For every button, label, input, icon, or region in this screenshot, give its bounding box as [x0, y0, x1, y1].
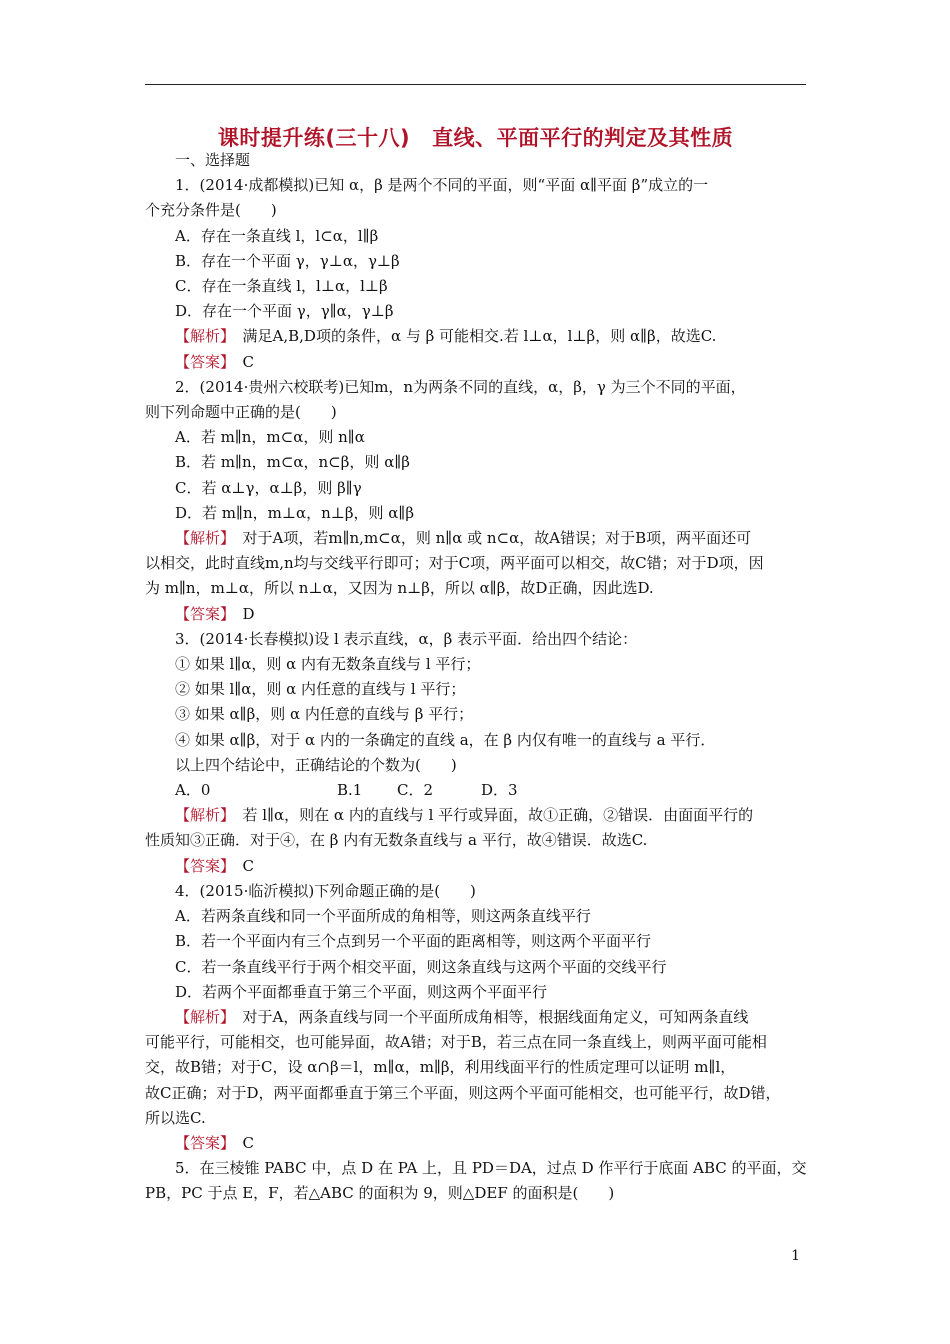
q2-analysis-text-2: 以相交，此时直线m,n均与交线平行即可；对于C项，两平面可以相交，故C错；对于D项，因: [145, 554, 764, 573]
q4-analysis: [145, 1005, 809, 1030]
document-body: [145, 148, 809, 1207]
q4-analysis-text-2: 可能平行，可能相交，也可能异面，故A错；对于B，若三点在同一条直线上，则两平面可能相: [145, 1033, 767, 1052]
q4-answer-value: C: [242, 1133, 255, 1152]
analysis-label: 【解析】: [175, 327, 228, 346]
q2-analysis-text-3: 为 m∥n，m⊥α，所以 n⊥α，又因为 n⊥β，所以 α∥β，故D正确，因此选D.: [145, 579, 654, 598]
q3-option-b: B.1: [337, 781, 363, 800]
q2-answer-value: D: [242, 604, 255, 623]
q3-statement-3: ③ 如果 α∥β，则 α 内任意的直线与 β 平行；: [175, 705, 474, 724]
q1-analysis: [145, 324, 809, 349]
q5-stem-line2: PB，PC 于点 E，F，若△ABC 的面积为 9，则△DEF 的面积是( ): [145, 1184, 615, 1203]
q2-option-b: B．若 m∥n，m⊂α，n⊂β，则 α∥β: [175, 453, 410, 472]
answer-label: 【答案】: [175, 604, 228, 623]
q4-analysis-text-1: 对于A，两条直线与同一个平面所成角相等，根据线面角定义，可知两条直线: [242, 1007, 749, 1026]
q1-option-b: B．存在一个平面 γ，γ⊥α，γ⊥β: [175, 251, 400, 270]
analysis-label: 【解析】: [175, 1007, 228, 1026]
header-rule: [145, 84, 806, 85]
analysis-label: 【解析】: [175, 806, 228, 825]
q3-analysis-text-2: 性质知③正确．对于④，在 β 内有无数条直线与 a 平行，故④错误．故选C.: [145, 831, 648, 850]
q1-option-d: D．存在一个平面 γ，γ∥α，γ⊥β: [175, 302, 394, 321]
section-heading: 一、选择题: [175, 151, 251, 169]
title-left: 课时提升练(三十八): [217, 126, 411, 150]
q2-stem-line1: 2．(2014·贵州六校联考)已知m，n为两条不同的直线，α，β，γ 为三个不同的平面，: [175, 377, 746, 396]
q3-stem: 3．(2014·长春模拟)设 l 表示直线，α，β 表示平面．给出四个结论：: [175, 629, 638, 648]
q3-statement-1: ① 如果 l∥α，则 α 内有无数条直线与 l 平行；: [175, 655, 481, 674]
q3-option-c: C．2: [397, 781, 434, 800]
q4-stem: 4．(2015·临沂模拟)下列命题正确的是( ): [175, 881, 476, 900]
q4-answer: [145, 1131, 809, 1156]
q5-stem-line1: 5．在三棱锥 PABC 中，点 D 在 PA 上，且 PD＝DA，过点 D 作平行于底面 ABC 的平面，交: [175, 1159, 807, 1178]
q4-option-c: C．若一条直线平行于两个相交平面，则这条直线与这两个平面的交线平行: [175, 957, 667, 976]
q3-option-a: A．0: [175, 781, 211, 800]
analysis-label: 【解析】: [175, 529, 228, 548]
q2-answer: [145, 602, 809, 627]
q1-option-c: C．存在一条直线 l，l⊥α，l⊥β: [175, 277, 388, 296]
page-number: 1: [791, 1248, 800, 1264]
q4-option-a: A．若两条直线和同一个平面所成的角相等，则这两条直线平行: [175, 907, 591, 926]
q3-ask: 以上四个结论中，正确结论的个数为( ): [175, 755, 457, 774]
q3-option-d: D．3: [481, 781, 518, 800]
q2-option-d: D．若 m∥n，m⊥α，n⊥β，则 α∥β: [175, 503, 415, 522]
q3-statement-4: ④ 如果 α∥β，对于 α 内的一条确定的直线 a，在 β 内仅有唯一的直线与 a 平行．: [175, 730, 716, 749]
q2-option-c: C．若 α⊥γ，α⊥β，则 β∥γ: [175, 478, 362, 497]
q4-analysis-text-3: 交，故B错；对于C，设 α∩β＝l，m∥α，m∥β，利用线面平行的性质定理可以证明 m∥l，: [145, 1058, 736, 1077]
q3-answer-value: C: [242, 856, 255, 875]
q3-options: [145, 778, 809, 803]
q4-option-d: D．若两个平面都垂直于第三个平面，则这两个平面平行: [175, 982, 548, 1001]
q3-analysis-text-1: 若 l∥α，则在 α 内的直线与 l 平行或异面，故①正确，②错误．由面面平行的: [242, 806, 754, 825]
q2-analysis: [145, 526, 809, 551]
q2-analysis-text-1: 对于A项，若m∥n,m⊂α，则 n∥α 或 n⊂α，故A错误；对于B项，两平面还可: [242, 529, 752, 548]
q4-analysis-text-5: 所以选C.: [145, 1108, 206, 1127]
title-right: 直线、平面平行的判定及其性质: [432, 126, 734, 150]
q3-answer: [145, 854, 809, 879]
q4-analysis-text-4: 故C正确；对于D，两平面都垂直于第三个平面，则这两个平面可能相交，也可能平行，故D错，: [145, 1083, 781, 1102]
q1-answer: [145, 350, 809, 375]
q2-stem-line2: 则下列命题中正确的是( ): [145, 403, 337, 422]
q1-analysis-text: 满足A,B,D项的条件，α 与 β 可能相交.若 l⊥α，l⊥β，则 α∥β，故选C.: [242, 327, 717, 346]
answer-label: 【答案】: [175, 856, 228, 875]
answer-label: 【答案】: [175, 1133, 228, 1152]
answer-label: 【答案】: [175, 352, 228, 371]
q3-analysis: [145, 803, 809, 828]
q1-option-a: A．存在一条直线 l，l⊂α，l∥β: [175, 226, 379, 245]
q2-option-a: A．若 m∥n，m⊂α，则 n∥α: [175, 428, 365, 447]
q1-answer-value: C: [242, 352, 255, 371]
q1-stem-line1: 1．(2014·成都模拟)已知 α，β 是两个不同的平面，则“平面 α∥平面 β”成立的一: [175, 176, 709, 195]
q4-option-b: B．若一个平面内有三个点到另一个平面的距离相等，则这两个平面平行: [175, 932, 652, 951]
q3-statement-2: ② 如果 l∥α，则 α 内任意的直线与 l 平行；: [175, 680, 466, 699]
q1-stem-line2: 个充分条件是( ): [145, 201, 277, 220]
